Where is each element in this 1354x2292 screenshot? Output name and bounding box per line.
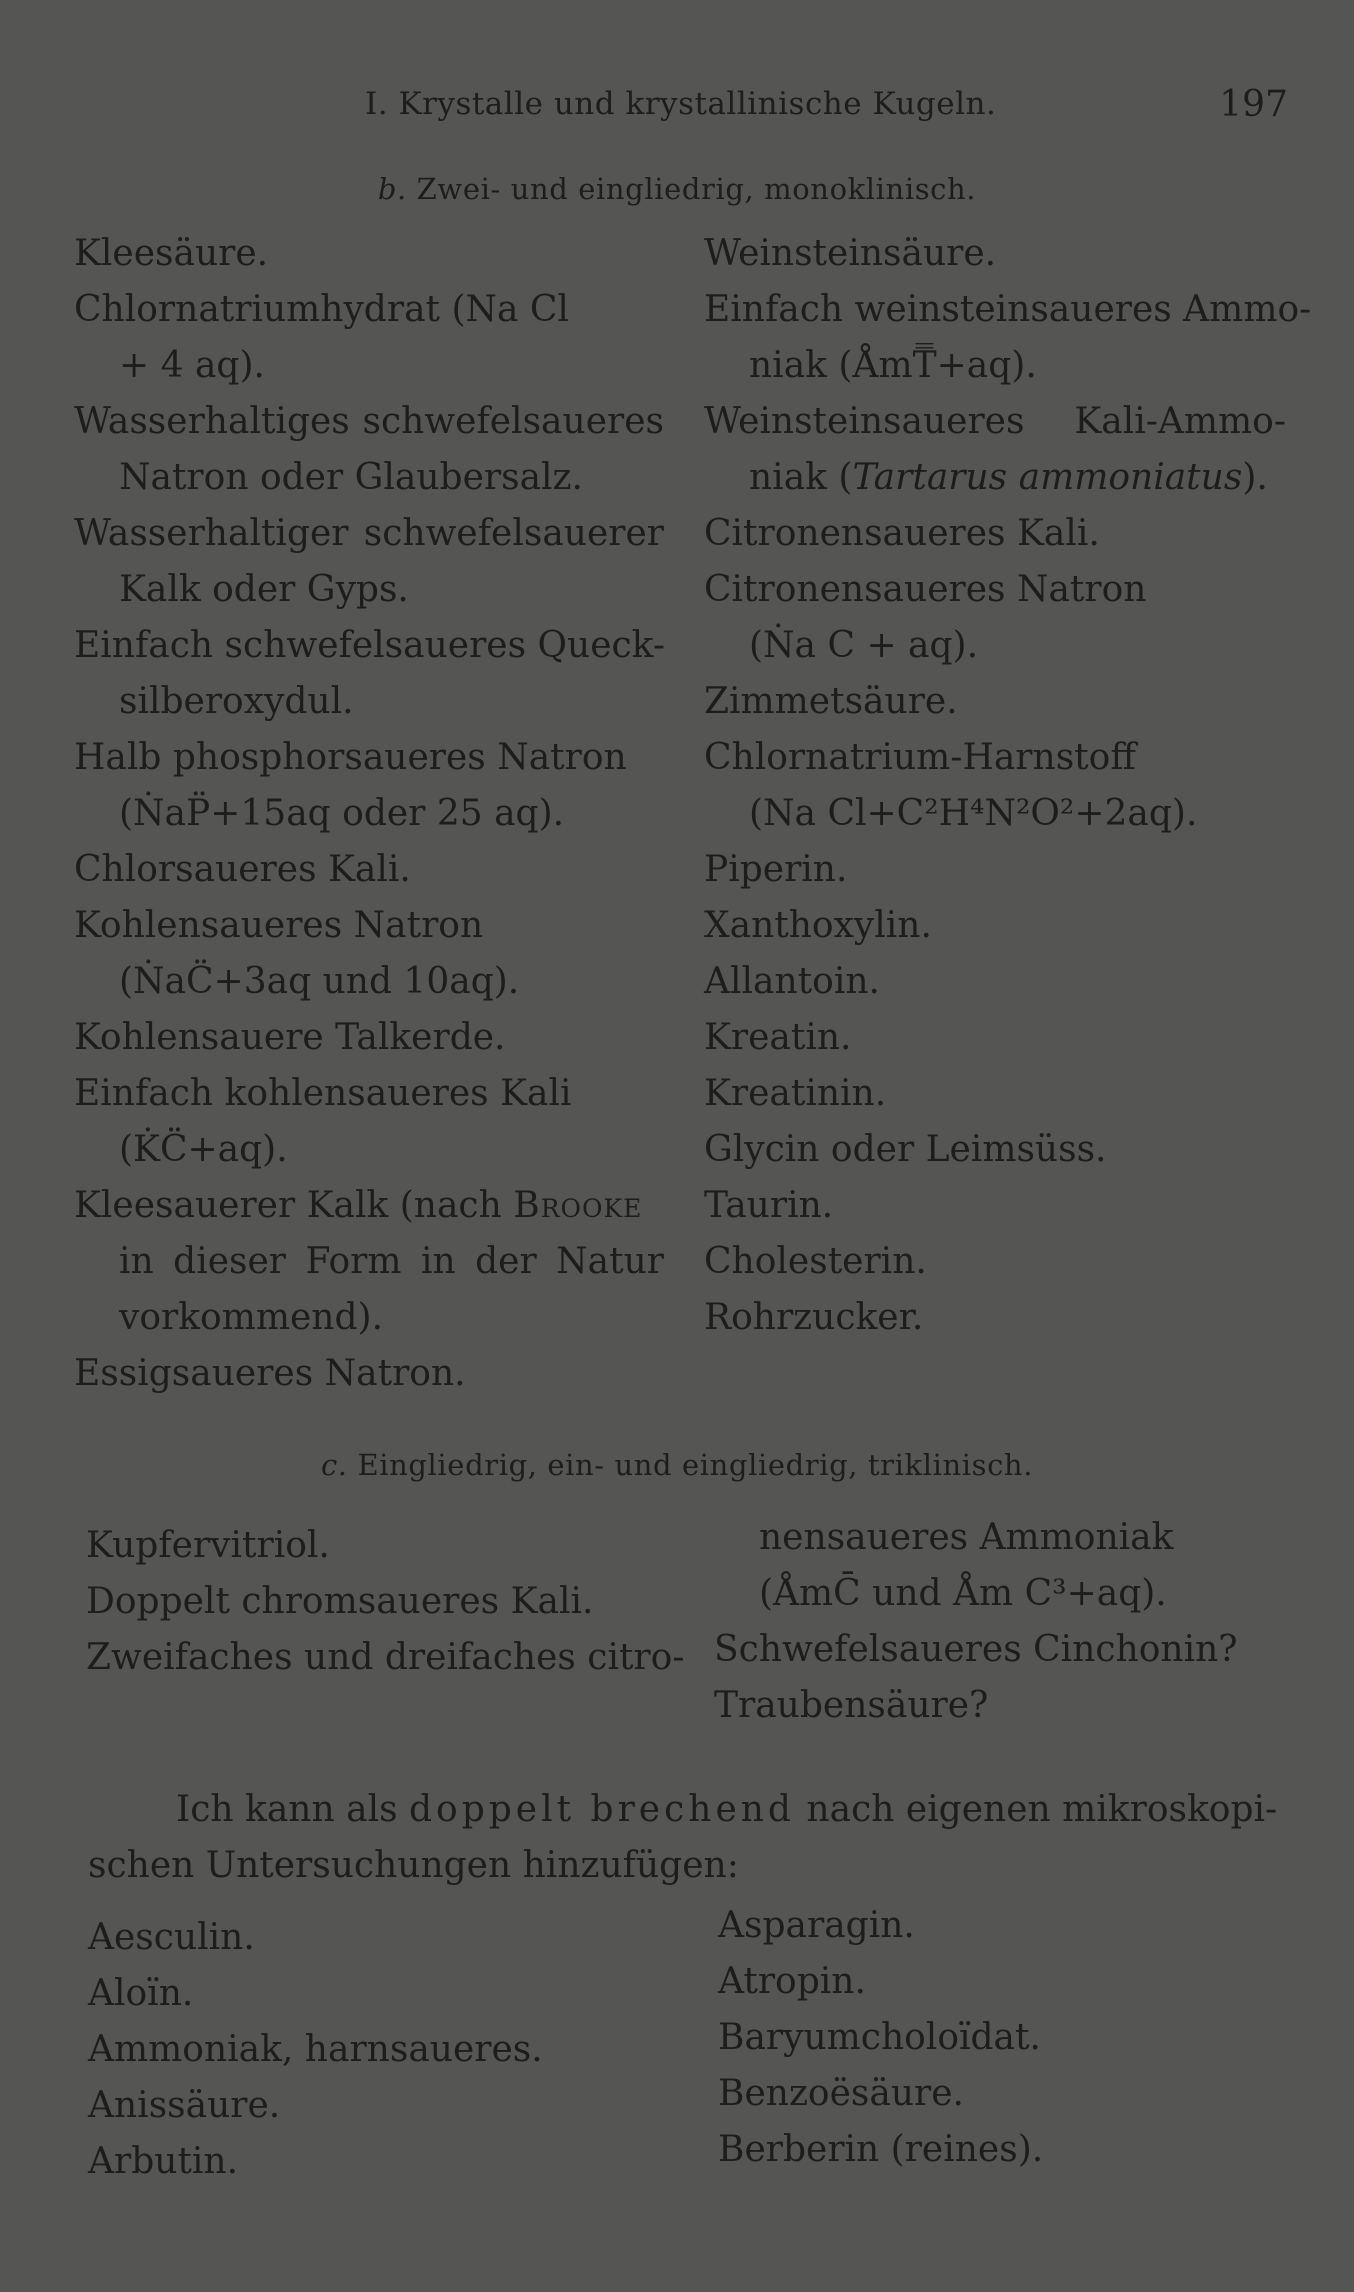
list-item: Asparagin. (718, 1905, 915, 1946)
list-item: Berberin (reines). (718, 2129, 1044, 2170)
list-item: nensaueres Ammoniak (759, 1517, 1174, 1558)
list-item: Einfach weinsteinsaueres Ammo- niak (ÅmT̿+aq). (704, 289, 1312, 386)
list-item: Arbutin. (88, 2141, 239, 2182)
list-item: Citronensaueres Natron (Ṅa C + aq). (704, 569, 1147, 666)
list-item: Chlornatrium-Harnstoff (Na Cl+C²H⁴N²O²+2aq). (704, 737, 1198, 834)
section-b-right-column (704, 226, 1312, 1346)
list-item: Essigsaueres Natron. (74, 1353, 466, 1394)
section-c-letter: c. (320, 1448, 348, 1482)
section-b-heading (0, 172, 1354, 206)
list-item: Kohlensaueres Natron (ṄaC̈+3aq und 10aq). (74, 905, 520, 1002)
list-item: Kohlensauere Talkerde. (74, 1017, 506, 1058)
list-item: Kreatin. (704, 1017, 852, 1058)
list-item: Taurin. (704, 1185, 834, 1226)
list-item: Kleesauerer Kalk (nach Brooke in dieser Form in der Natur vorkommend). (74, 1185, 664, 1338)
list-item: Einfach kohlensaueres Kali (K̇C̈+aq). (74, 1073, 572, 1170)
section-b-title: Zwei- und eingliedrig, monoklinisch. (416, 172, 977, 206)
list-item: Halb phosphorsaueres Natron (ṄaP̈+15aq oder 25 aq). (74, 737, 627, 834)
running-title: I. Krystalle und krystallinische Kugeln. (365, 86, 997, 122)
section-b-letter: b. (377, 172, 407, 206)
page-header (0, 80, 1354, 130)
list-item: Citronensaueres Kali. (704, 513, 1100, 554)
list-item: Kupfervitriol. (86, 1525, 330, 1566)
list-item: Wasserhaltiges schwefelsaueres Natron oder Glaubersalz. (74, 401, 664, 498)
section-b-left-column (74, 226, 664, 1402)
section-c-heading (0, 1448, 1354, 1482)
list-item: Anissäure. (88, 2085, 281, 2126)
list-item: Ammoniak, harnsaueres. (88, 2029, 543, 2070)
section-c-title: Eingliedrig, ein- und eingliedrig, triklinisch. (357, 1448, 1034, 1482)
list-item: Einfach schwefelsaueres Queck- silberoxydul. (74, 625, 666, 722)
list-item: Allantoin. (704, 961, 880, 1002)
list-item: Baryumcholoïdat. (718, 2017, 1041, 2058)
list-item: Chlorsaueres Kali. (74, 849, 411, 890)
list-item: Schwefelsaueres Cinchonin? (714, 1629, 1238, 1670)
list-item: Weinsteinsäure. (704, 233, 997, 274)
list-item: Glycin oder Leimsüss. (704, 1129, 1107, 1170)
list-item: Xanthoxylin. (704, 905, 932, 946)
list-item: Zimmetsäure. (704, 681, 958, 722)
list-item: Aloïn. (88, 1973, 194, 2014)
list-item: Benzoësäure. (718, 2073, 964, 2114)
list-item: Piperin. (704, 849, 848, 890)
list-item: Doppelt chromsaueres Kali. (86, 1581, 594, 1622)
list-item: Kleesäure. (74, 233, 269, 274)
page-number: 197 (1219, 84, 1288, 125)
final-list-left-column (88, 1910, 688, 2190)
list-item: Kreatinin. (704, 1073, 887, 1114)
final-list-right-column (718, 1898, 1298, 2178)
list-item: Cholesterin. (704, 1241, 927, 1282)
list-item: Rohrzucker. (704, 1297, 924, 1338)
list-item: Aesculin. (88, 1917, 255, 1958)
list-item: Atropin. (718, 1961, 866, 2002)
list-item: Wasserhaltiger schwefelsauerer Kalk oder Gyps. (74, 513, 664, 610)
section-c-right-column (714, 1510, 1294, 1734)
list-item: Zweifaches und dreifaches citro- (86, 1637, 685, 1678)
list-item: (ÅmC̄ und Åm C³+aq). (759, 1573, 1167, 1614)
list-item: Chlornatriumhydrat (Na Cl + 4 aq). (74, 289, 569, 386)
list-item: Weinsteinsaueres Kali-Ammo- niak (Tartarus ammoniatus). (704, 401, 1286, 498)
list-item: Traubensäure? (714, 1685, 989, 1726)
body-paragraph: Ich kann als doppelt brechend nach eigenen mikroskopi- schen Untersuchungen hinzufügen: (88, 1789, 1278, 1886)
section-c-left-column (86, 1518, 686, 1686)
